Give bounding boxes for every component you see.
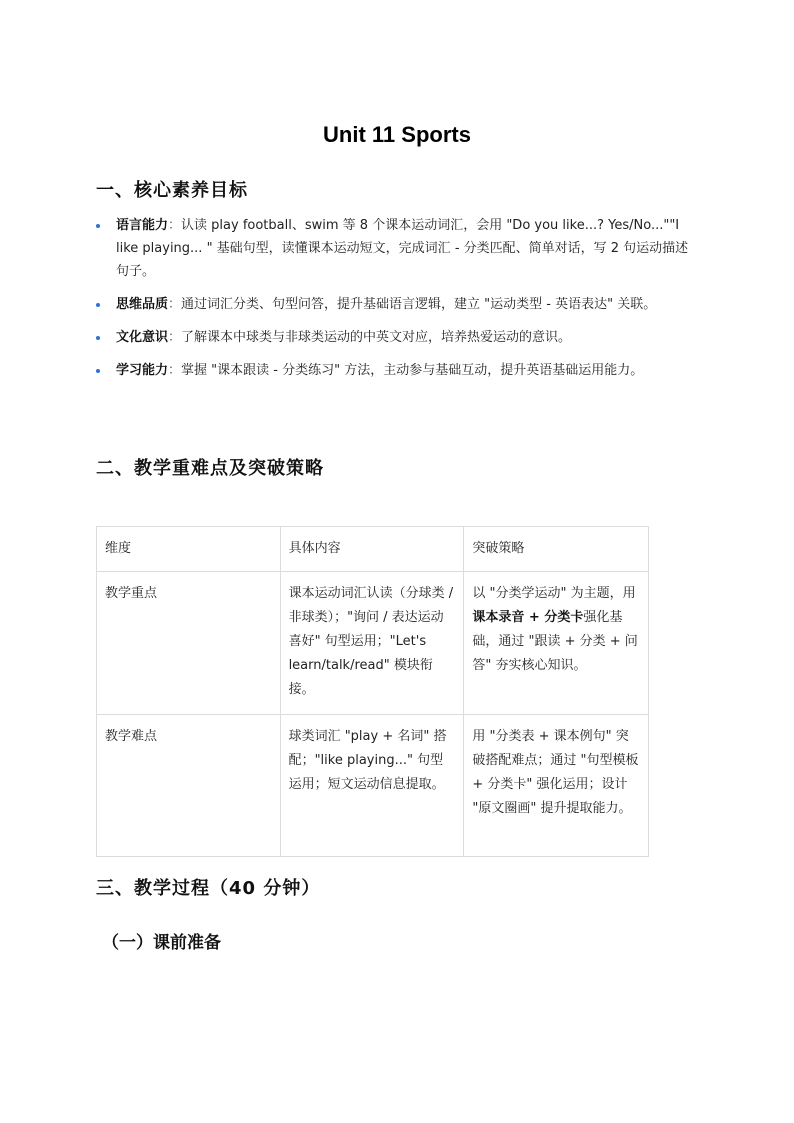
goal-item-thinking: 思维品质：通过词汇分类、句型问答，提升基础语言逻辑，建立 "运动类型 - 英语表达" 关联。 xyxy=(96,293,696,316)
subsection-heading-preparation: （一）课前准备 xyxy=(102,933,221,953)
document-title: Unit 11 Sports xyxy=(323,122,471,147)
key-points-table xyxy=(96,526,649,857)
table-row xyxy=(97,715,649,857)
table-cell-dimension: 教学重点 xyxy=(97,572,281,715)
table-header-cell: 具体内容 xyxy=(280,527,464,572)
goals-list xyxy=(96,214,696,392)
table-header-cell: 突破策略 xyxy=(464,527,649,572)
table-header-cell: 维度 xyxy=(97,527,281,572)
goal-item-language: 语言能力：认读 play football、swim 等 8 个课本运动词汇，会用 "Do you like...? Yes/No...""I like playing... " 基础句型，读懂课本运动短文，完成词汇 - 分类匹配、简单对话，写 2 句运动描述句子。 xyxy=(96,214,696,283)
table-cell-strategy: 以 "分类学运动" 为主题，用课本录音 + 分类卡强化基础，通过 "跟读 + 分类 + 问答" 夯实核心知识。 xyxy=(464,572,649,715)
table-cell-content: 球类词汇 "play + 名词" 搭配；"like playing..." 句型运用；短文运动信息提取。 xyxy=(280,715,464,857)
section-heading-key-points: 二、教学重难点及突破策略 xyxy=(96,458,324,479)
goal-text: 了解课本中球类与非球类运动的中英文对应，培养热爱运动的意识。 xyxy=(181,330,572,345)
table-cell-dimension: 教学难点 xyxy=(97,715,281,857)
bullet-dot-icon xyxy=(96,303,100,307)
bullet-dot-icon xyxy=(96,336,100,340)
goal-item-learning: 学习能力：掌握 "课本跟读 - 分类练习" 方法，主动参与基础互动，提升英语基础运用能力。 xyxy=(96,359,696,382)
table-cell-strategy: 用 "分类表 + 课本例句" 突破搭配难点；通过 "句型模板 + 分类卡" 强化运用；设计 "原文圈画" 提升提取能力。 xyxy=(464,715,649,857)
bullet-dot-icon xyxy=(96,224,100,228)
goal-item-culture: 文化意识：了解课本中球类与非球类运动的中英文对应，培养热爱运动的意识。 xyxy=(96,326,696,349)
section-heading-process: 三、教学过程（40 分钟） xyxy=(96,878,321,899)
table-header-row xyxy=(97,527,649,572)
goal-label: 语言能力 xyxy=(116,218,169,233)
strategy-emphasis: 课本录音 + 分类卡 xyxy=(472,610,584,625)
section-heading-core-goals: 一、核心素养目标 xyxy=(96,180,248,201)
table-row xyxy=(97,572,649,715)
goal-label: 文化意识 xyxy=(116,330,169,345)
goal-text: 认读 play football、swim 等 8 个课本运动词汇，会用 "Do you like...? Yes/No...""I like playing... " 基础句型，读懂课本运动短文，完成词汇 - 分类匹配、简单对话，写 2 句运动描述句子。 xyxy=(116,218,689,279)
goal-label: 思维品质 xyxy=(116,297,169,312)
bullet-dot-icon xyxy=(96,369,100,373)
goal-label: 学习能力 xyxy=(116,363,169,378)
goal-text: 掌握 "课本跟读 - 分类练习" 方法，主动参与基础互动，提升英语基础运用能力。 xyxy=(181,363,644,378)
goal-text: 通过词汇分类、句型问答，提升基础语言逻辑，建立 "运动类型 - 英语表达" 关联。 xyxy=(181,297,657,312)
table-cell-content: 课本运动词汇认读（分球类 / 非球类）；"询问 / 表达运动喜好" 句型运用；"Let's learn/talk/read" 模块衔接。 xyxy=(280,572,464,715)
